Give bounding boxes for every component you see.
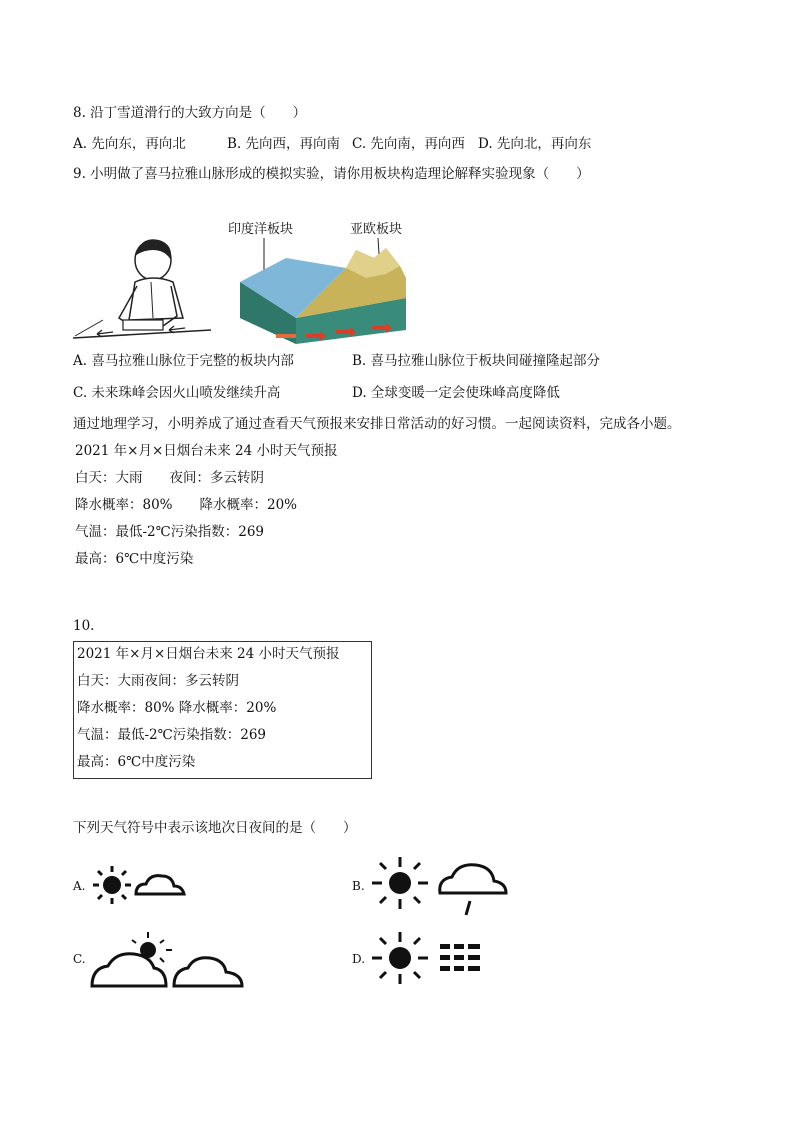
- forecast-box-line: 2021 年×月×日烟台未来 24 小时天气预报: [77, 646, 340, 662]
- q10-number: 10.: [73, 618, 95, 634]
- q8-option-c: C. 先向南，再向西: [352, 136, 465, 152]
- plate-collision-diagram: [236, 238, 408, 346]
- q10-question: 下列天气符号中表示该地次日夜间的是（ ）: [73, 820, 357, 836]
- forecast-box-line: 最高：6℃中度污染: [77, 754, 196, 770]
- forecast-line: 白天：大雨 夜间：多云转阴: [75, 470, 264, 486]
- q8-option-b: B. 先向西，再向南: [227, 136, 341, 152]
- q9-option-c: C. 未来珠峰会因火山喷发继续升高: [73, 385, 281, 401]
- q9-option-b: B. 喜马拉雅山脉位于板块间碰撞隆起部分: [352, 353, 601, 369]
- forecast-line: 降水概率：80% 降水概率：20%: [75, 497, 298, 513]
- q8-option-d: D. 先向北，再向东: [478, 136, 592, 152]
- partly-cloudy-to-overcast-icon: [88, 928, 248, 990]
- sunny-to-cloudy-icon: [90, 864, 190, 906]
- forecast-line: 2021 年×月×日烟台未来 24 小时天气预报: [75, 443, 338, 459]
- q9-stem: 9. 小明做了喜马拉雅山脉形成的模拟实验，请你用板块构造理论解释实验现象（ ）: [73, 166, 590, 182]
- forecast-line: 最高：6℃中度污染: [75, 551, 194, 567]
- q9-option-a: A. 喜马拉雅山脉位于完整的板块内部: [73, 353, 294, 369]
- eurasian-plate-label: 亚欧板块: [350, 222, 403, 237]
- forecast-box-line: 降水概率：80% 降水概率：20%: [77, 700, 277, 716]
- student-experiment-figure: [73, 238, 213, 344]
- sunny-to-rain-icon: [368, 855, 510, 917]
- forecast-line: 气温：最低-2℃污染指数：269: [75, 524, 265, 540]
- reading-intro: 通过地理学习，小明养成了通过查看天气预报来安排日常活动的好习惯。一起阅读资料，完成各小题。: [73, 416, 681, 432]
- q10-option-b-letter: B.: [352, 879, 365, 893]
- q8-stem: 8. 沿丁雪道滑行的大致方向是（ ）: [73, 105, 307, 121]
- indian-plate-label: 印度洋板块: [228, 222, 294, 237]
- q9-option-d: D. 全球变暖一定会使珠峰高度降低: [352, 385, 560, 401]
- forecast-box: [73, 641, 372, 779]
- q10-option-a-letter: A.: [73, 879, 86, 893]
- forecast-box-line: 白天：大雨夜间：多云转阴: [77, 673, 239, 689]
- sunny-to-haze-icon: [368, 930, 488, 986]
- q8-option-a: A. 先向东，再向北: [73, 136, 186, 152]
- q10-option-c-letter: C.: [73, 952, 86, 966]
- q10-option-d-letter: D.: [352, 952, 366, 966]
- forecast-box-line: 气温：最低-2℃污染指数：269: [77, 727, 267, 743]
